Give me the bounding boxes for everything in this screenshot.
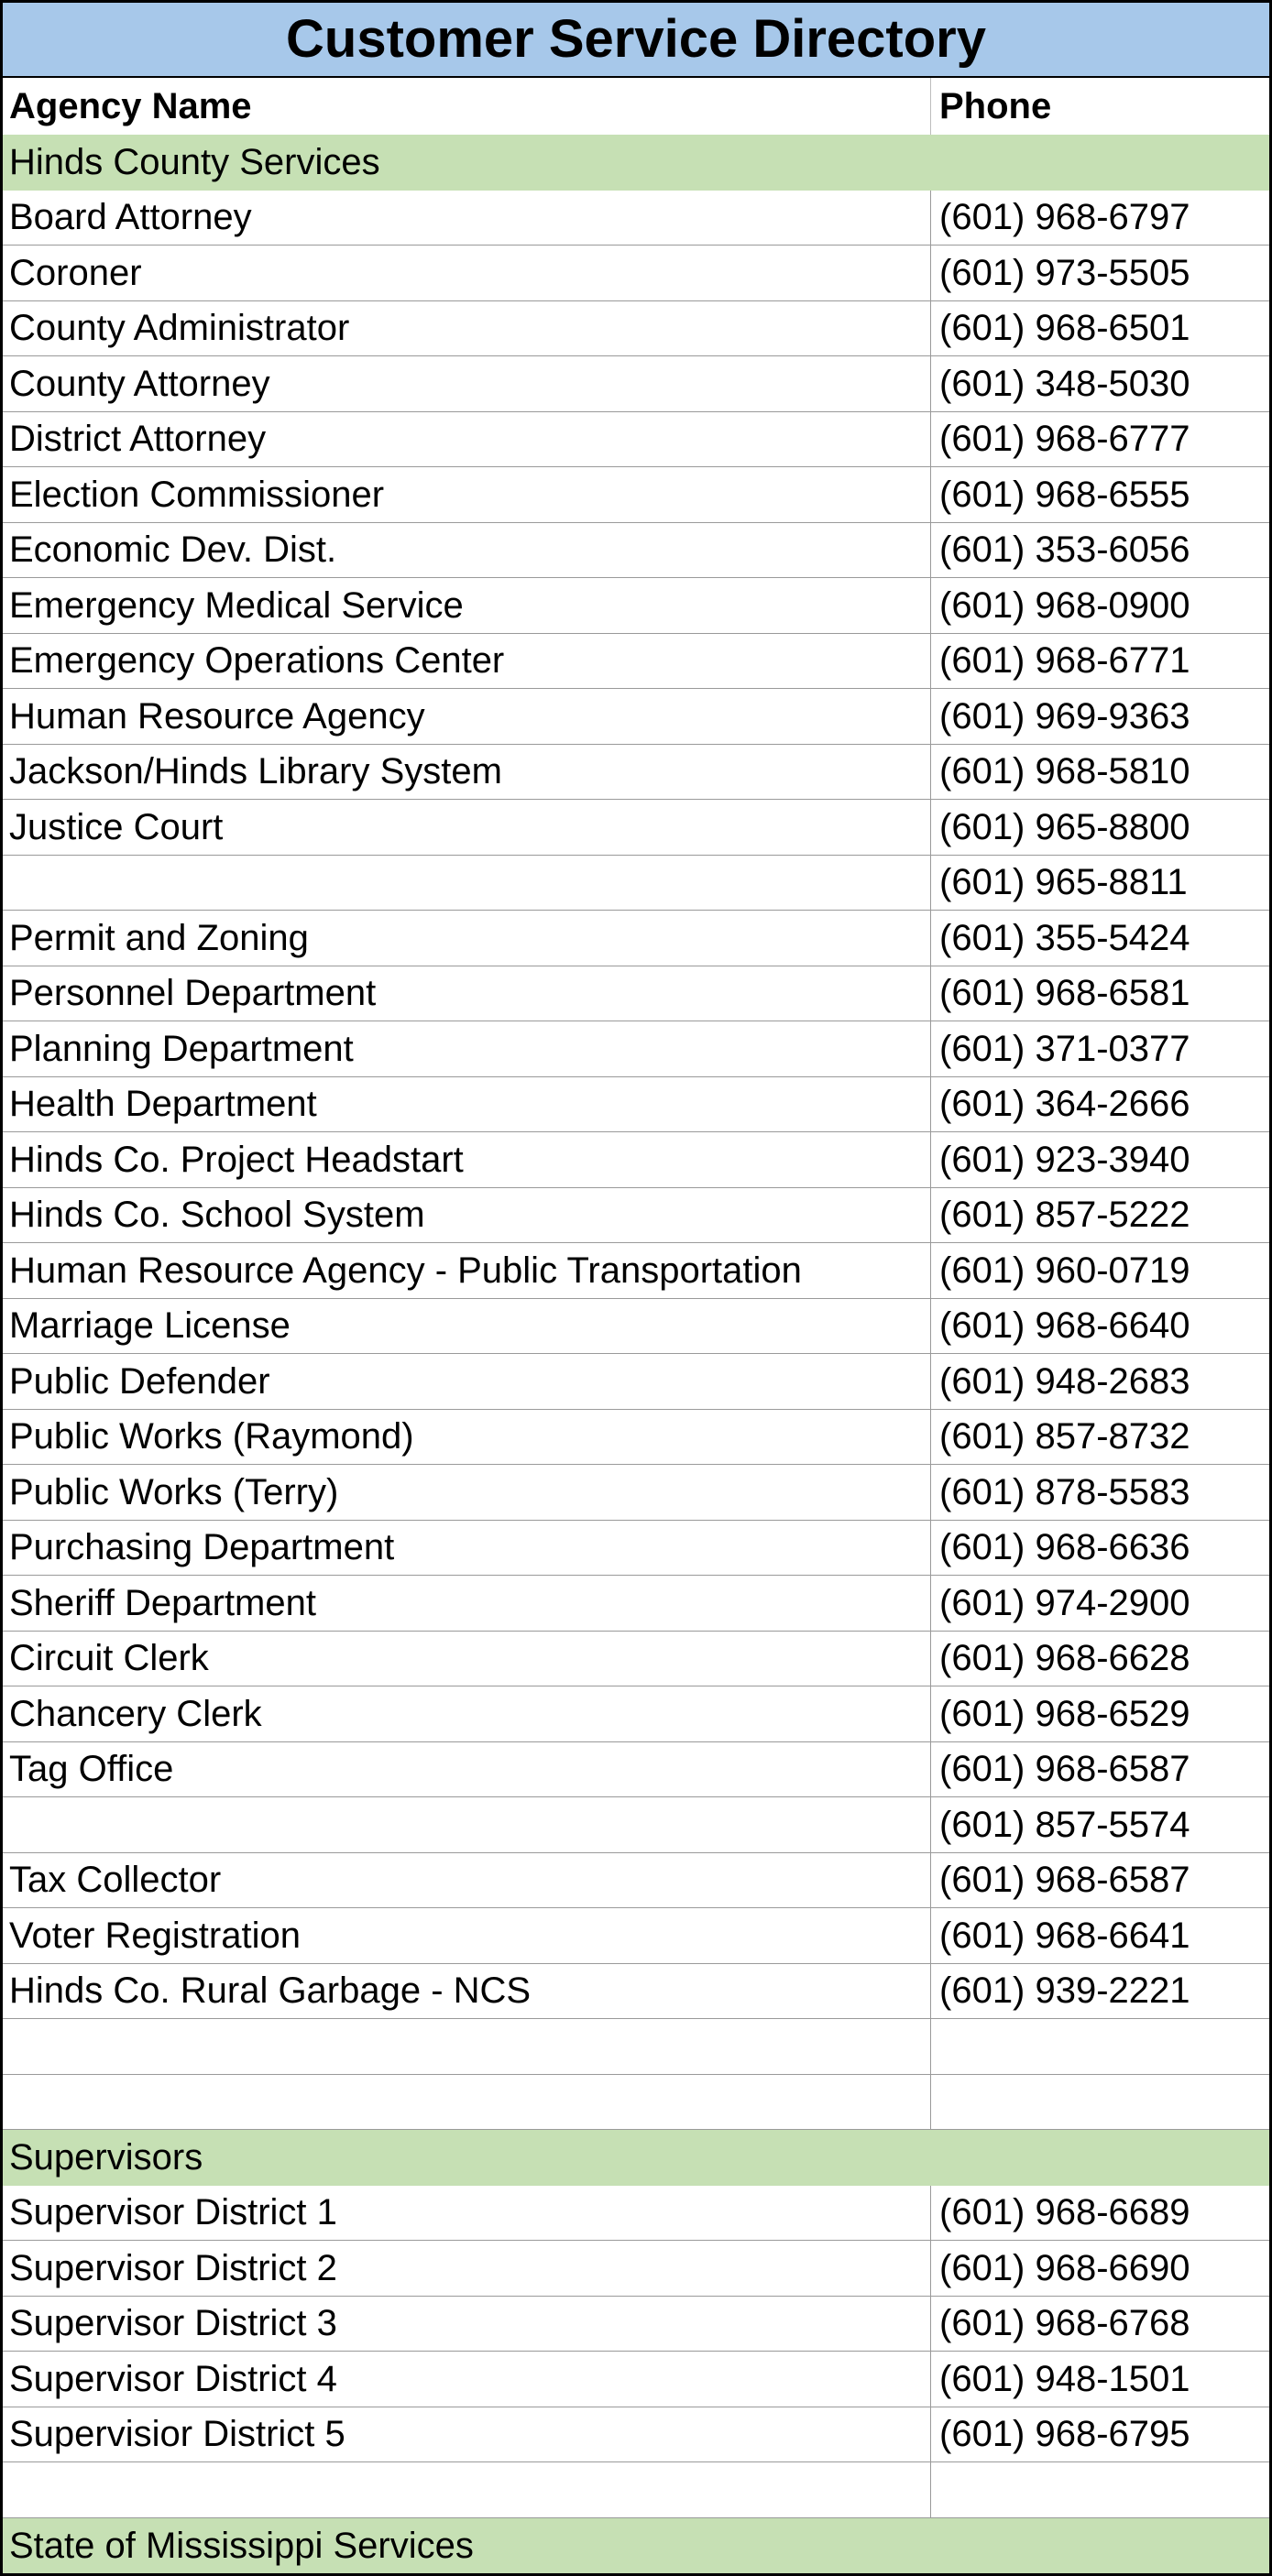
agency-name-cell[interactable]: Health Department bbox=[3, 1077, 931, 1132]
table-row bbox=[3, 2075, 1269, 2131]
phone-cell[interactable]: (601) 348-5030 bbox=[939, 363, 1190, 404]
table-row bbox=[3, 191, 1269, 246]
table-row bbox=[3, 911, 1269, 966]
agency-name-cell[interactable]: Supervisor District 4 bbox=[3, 2352, 931, 2407]
phone-cell[interactable]: (601) 965-8811 bbox=[939, 862, 1188, 903]
table-header-row bbox=[3, 78, 1269, 135]
table-row bbox=[3, 1299, 1269, 1355]
agency-name-cell[interactable]: Human Resource Agency - Public Transportation bbox=[3, 1243, 931, 1298]
table-row bbox=[3, 2186, 1269, 2242]
table-row bbox=[3, 1354, 1269, 1410]
table-row bbox=[3, 800, 1269, 856]
table-row bbox=[3, 1686, 1269, 1742]
phone-cell[interactable]: (601) 968-6797 bbox=[939, 197, 1190, 238]
phone-cell[interactable]: (601) 371-0377 bbox=[939, 1028, 1190, 1069]
phone-cell[interactable]: (601) 960-0719 bbox=[939, 1250, 1190, 1291]
phone-cell[interactable]: (601) 968-6777 bbox=[939, 419, 1190, 460]
phone-cell[interactable]: (601) 948-1501 bbox=[939, 2358, 1190, 2399]
agency-name-cell[interactable]: County Attorney bbox=[3, 356, 931, 411]
table-row bbox=[3, 467, 1269, 523]
table-row bbox=[3, 2407, 1269, 2463]
agency-name-cell[interactable]: Supervisor District 1 bbox=[3, 2186, 931, 2241]
agency-name-cell[interactable] bbox=[3, 2075, 931, 2130]
table-row bbox=[3, 1797, 1269, 1853]
agency-name-cell[interactable]: Board Attorney bbox=[3, 191, 931, 246]
phone-cell[interactable]: (601) 857-5574 bbox=[939, 1804, 1190, 1845]
agency-name-cell[interactable]: Supervisior District 5 bbox=[3, 2407, 931, 2462]
section-header-row bbox=[3, 2130, 1269, 2186]
table-row bbox=[3, 745, 1269, 801]
agency-name-cell[interactable]: Emergency Operations Center bbox=[3, 634, 931, 689]
agency-name-cell[interactable]: Human Resource Agency bbox=[3, 689, 931, 744]
agency-name-cell[interactable]: Sheriff Department bbox=[3, 1576, 931, 1631]
agency-name-cell[interactable]: Public Defender bbox=[3, 1354, 931, 1409]
agency-name-cell[interactable]: Hinds Co. Rural Garbage - NCS bbox=[3, 1964, 931, 2019]
agency-name-cell[interactable]: Permit and Zoning bbox=[3, 911, 931, 966]
phone-cell[interactable]: (601) 968-6771 bbox=[939, 640, 1190, 682]
table-row bbox=[3, 2297, 1269, 2352]
table-row bbox=[3, 966, 1269, 1022]
table-row bbox=[3, 301, 1269, 357]
agency-name-cell[interactable]: Marriage License bbox=[3, 1299, 931, 1354]
agency-name-cell[interactable]: Emergency Medical Service bbox=[3, 578, 931, 633]
agency-name-cell[interactable]: Tax Collector bbox=[3, 1853, 931, 1908]
agency-name-cell[interactable]: Justice Court bbox=[3, 800, 931, 855]
agency-name-cell[interactable]: Hinds Co. School System bbox=[3, 1188, 931, 1243]
phone-cell[interactable]: (601) 968-6636 bbox=[939, 1527, 1190, 1568]
phone-cell[interactable]: (601) 968-6768 bbox=[939, 2303, 1190, 2344]
phone-cell[interactable]: (601) 948-2683 bbox=[939, 1360, 1190, 1402]
phone-cell[interactable]: (601) 968-6795 bbox=[939, 2414, 1190, 2455]
table-body bbox=[3, 135, 1269, 2573]
phone-cell[interactable]: (601) 968-6555 bbox=[939, 474, 1190, 515]
agency-name-cell[interactable]: Election Commissioner bbox=[3, 467, 931, 522]
table-row bbox=[3, 1742, 1269, 1798]
directory-table bbox=[3, 78, 1269, 2573]
table-row bbox=[3, 1410, 1269, 1466]
table-row bbox=[3, 2462, 1269, 2518]
table-row bbox=[3, 1132, 1269, 1188]
phone-cell[interactable]: (601) 364-2666 bbox=[939, 1084, 1190, 1125]
table-row bbox=[3, 1853, 1269, 1909]
phone-cell[interactable]: (601) 353-6056 bbox=[939, 529, 1190, 571]
phone-cell[interactable]: (601) 878-5583 bbox=[939, 1471, 1190, 1512]
agency-name-cell[interactable]: Purchasing Department bbox=[3, 1521, 931, 1576]
table-row bbox=[3, 1632, 1269, 1687]
phone-cell[interactable]: (601) 968-6640 bbox=[939, 1305, 1190, 1347]
phone-cell[interactable]: (601) 968-6529 bbox=[939, 1693, 1190, 1734]
table-row bbox=[3, 2019, 1269, 2075]
phone-cell[interactable]: (601) 968-6690 bbox=[939, 2247, 1190, 2288]
phone-cell[interactable]: (601) 968-6501 bbox=[939, 308, 1190, 349]
agency-name-cell[interactable]: Supervisor District 3 bbox=[3, 2297, 931, 2352]
agency-name-cell[interactable]: Public Works (Raymond) bbox=[3, 1410, 931, 1465]
phone-cell[interactable] bbox=[931, 2075, 1269, 2130]
agency-name-cell[interactable]: Circuit Clerk bbox=[3, 1632, 931, 1686]
agency-name-cell[interactable]: Tag Office bbox=[3, 1742, 931, 1797]
phone-cell[interactable]: (601) 974-2900 bbox=[939, 1582, 1190, 1623]
section-header-row bbox=[3, 2518, 1269, 2574]
phone-cell[interactable]: (601) 973-5505 bbox=[939, 252, 1190, 293]
phone-cell[interactable]: (601) 969-9363 bbox=[939, 695, 1190, 737]
phone-cell[interactable]: (601) 968-6641 bbox=[939, 1915, 1190, 1956]
table-row bbox=[3, 356, 1269, 412]
section-title[interactable]: Supervisors bbox=[9, 2137, 203, 2178]
phone-cell[interactable]: (601) 968-6587 bbox=[939, 1749, 1190, 1790]
section-title[interactable]: State of Mississippi Services bbox=[9, 2525, 474, 2566]
agency-name-cell[interactable]: Hinds Co. Project Headstart bbox=[3, 1132, 931, 1187]
table-row bbox=[3, 2241, 1269, 2297]
phone-cell[interactable]: (601) 923-3940 bbox=[939, 1139, 1190, 1180]
agency-name-cell[interactable]: Public Works (Terry) bbox=[3, 1465, 931, 1520]
phone-cell[interactable]: (601) 968-6628 bbox=[939, 1638, 1190, 1679]
phone-cell[interactable]: (601) 968-6689 bbox=[939, 2192, 1190, 2233]
agency-name-cell[interactable] bbox=[3, 856, 931, 911]
table-row bbox=[3, 2352, 1269, 2407]
agency-name-cell[interactable]: Jackson/Hinds Library System bbox=[3, 745, 931, 800]
table-row bbox=[3, 1243, 1269, 1299]
agency-name-cell[interactable] bbox=[3, 2462, 931, 2517]
table-row bbox=[3, 1521, 1269, 1577]
title-bar bbox=[3, 3, 1269, 78]
agency-name-cell[interactable]: Coroner bbox=[3, 246, 931, 300]
column-header-agency[interactable]: Agency Name bbox=[3, 78, 931, 135]
table-row bbox=[3, 1908, 1269, 1964]
agency-name-cell[interactable]: Economic Dev. Dist. bbox=[3, 523, 931, 578]
table-row bbox=[3, 578, 1269, 634]
table-row bbox=[3, 1964, 1269, 2020]
column-header-phone[interactable]: Phone bbox=[939, 86, 1052, 126]
section-title[interactable]: Hinds County Services bbox=[9, 142, 380, 183]
table-row bbox=[3, 1021, 1269, 1077]
section-header-row bbox=[3, 135, 1269, 191]
agency-name-cell[interactable]: Chancery Clerk bbox=[3, 1686, 931, 1741]
agency-name-cell[interactable] bbox=[3, 2019, 931, 2074]
table-row bbox=[3, 856, 1269, 911]
agency-name-cell[interactable]: Personnel Department bbox=[3, 966, 931, 1021]
table-row bbox=[3, 1465, 1269, 1521]
table-row bbox=[3, 1077, 1269, 1133]
phone-cell[interactable]: (601) 965-8800 bbox=[939, 806, 1190, 847]
phone-cell[interactable]: (601) 939-2221 bbox=[939, 1970, 1190, 2012]
phone-cell[interactable]: (601) 968-0900 bbox=[939, 584, 1190, 626]
agency-name-cell[interactable]: Planning Department bbox=[3, 1021, 931, 1076]
phone-cell[interactable] bbox=[931, 2019, 1269, 2074]
agency-name-cell[interactable]: County Administrator bbox=[3, 301, 931, 356]
agency-name-cell[interactable]: Supervisor District 2 bbox=[3, 2241, 931, 2296]
page-title: Customer Service Directory bbox=[286, 9, 986, 69]
agency-name-cell[interactable]: District Attorney bbox=[3, 412, 931, 467]
agency-name-cell[interactable]: Voter Registration bbox=[3, 1908, 931, 1963]
phone-cell[interactable]: (601) 857-5222 bbox=[939, 1195, 1190, 1236]
table-row bbox=[3, 523, 1269, 579]
table-row bbox=[3, 689, 1269, 745]
table-row bbox=[3, 412, 1269, 468]
phone-cell[interactable]: (601) 968-6581 bbox=[939, 973, 1190, 1014]
agency-name-cell[interactable] bbox=[3, 1797, 931, 1852]
phone-cell[interactable]: (601) 857-8732 bbox=[939, 1416, 1190, 1457]
phone-cell[interactable]: (601) 968-5810 bbox=[939, 751, 1190, 792]
table-row bbox=[3, 246, 1269, 301]
phone-cell[interactable]: (601) 355-5424 bbox=[939, 917, 1190, 958]
phone-cell[interactable]: (601) 968-6587 bbox=[939, 1860, 1190, 1901]
table-row bbox=[3, 634, 1269, 690]
table-row bbox=[3, 1188, 1269, 1244]
table-row bbox=[3, 1576, 1269, 1632]
phone-cell[interactable] bbox=[931, 2462, 1269, 2517]
